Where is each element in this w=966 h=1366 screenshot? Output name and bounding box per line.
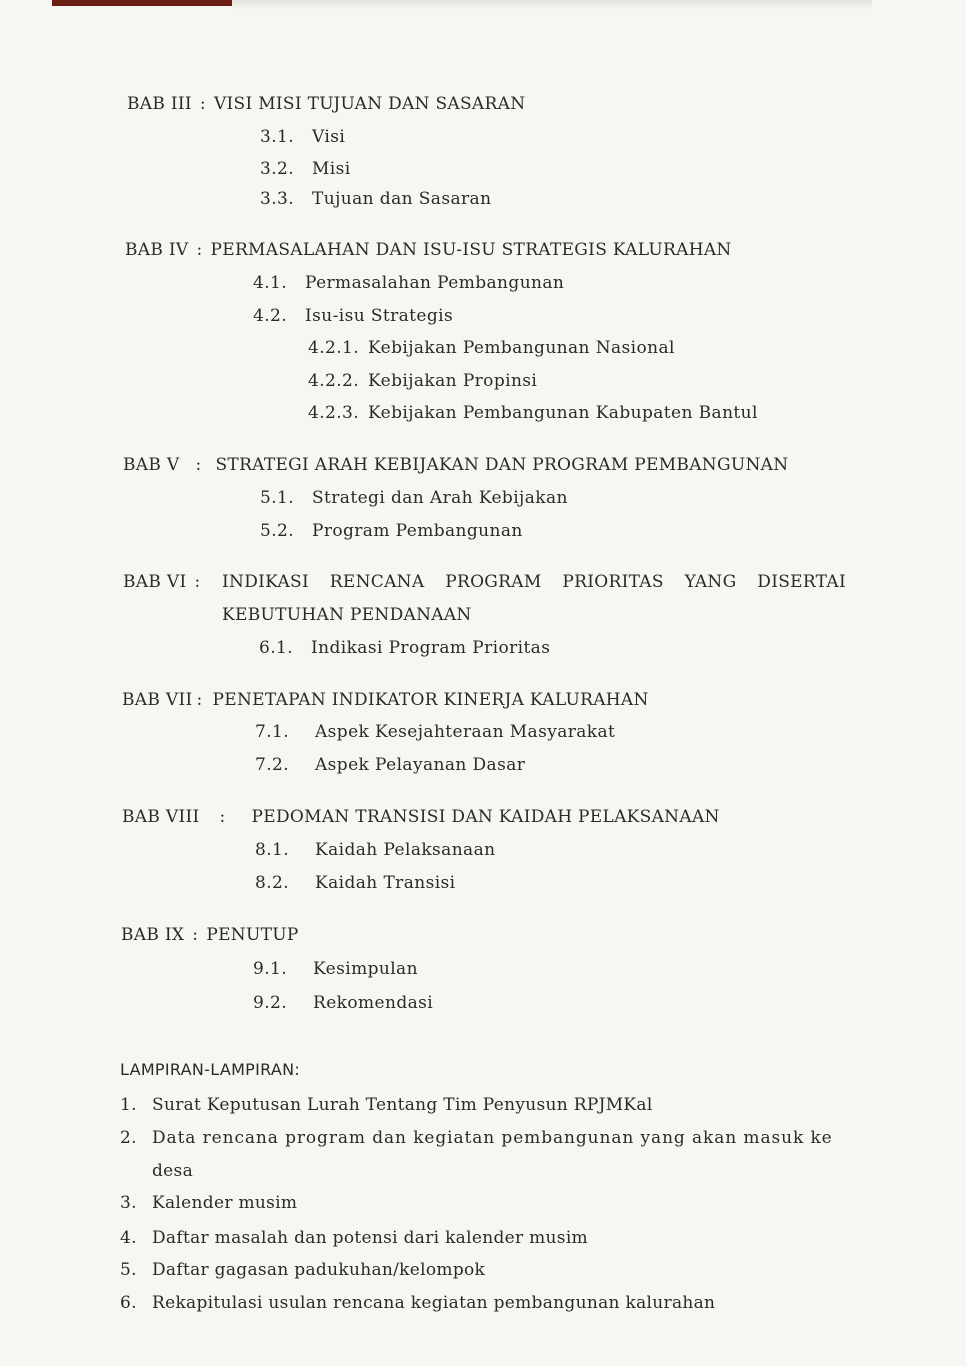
appendix-text: Surat Keputusan Lurah Tentang Tim Penyusun RPJMKal	[152, 1095, 653, 1115]
chapter-heading	[123, 455, 788, 475]
appendix-text: Rekapitulasi usulan rencana kegiatan pembangunan kalurahan	[152, 1293, 716, 1313]
subsubsection	[308, 371, 537, 391]
subsection	[255, 873, 456, 893]
colon: :	[194, 572, 201, 592]
appendix-number: 1.	[120, 1095, 137, 1115]
subsection	[260, 488, 568, 508]
subsubsection	[308, 338, 675, 358]
subsection	[260, 127, 345, 147]
chapter-heading	[121, 925, 299, 945]
chapter-title: PENETAPAN INDIKATOR KINERJA KALURAHAN	[212, 690, 649, 710]
colon: :	[196, 240, 203, 260]
appendix-text-continued: desa	[152, 1161, 194, 1181]
appendix-text: Daftar gagasan padukuhan/kelompok	[152, 1260, 486, 1280]
appendix-item	[120, 1260, 485, 1280]
appendix-item	[120, 1293, 715, 1313]
subsection-number: 4.2.2.	[308, 371, 360, 391]
subsection-number: 7.1.	[255, 722, 290, 742]
subsection	[260, 159, 351, 179]
subsection	[253, 306, 453, 326]
colon: :	[199, 94, 206, 114]
subsection-title: Kebijakan Pembangunan Kabupaten Bantul	[368, 403, 758, 423]
appendix-number: 6.	[120, 1293, 137, 1313]
appendix-number: 3.	[120, 1193, 137, 1213]
subsection-title: Kebijakan Propinsi	[368, 371, 538, 391]
appendix-text: Kalender musim	[152, 1193, 298, 1213]
subsection-number: 9.2.	[253, 993, 288, 1013]
subsection-number: 3.3.	[260, 189, 295, 209]
chapter-title: STRATEGI ARAH KEBIJAKAN DAN PROGRAM PEMBANGUNAN	[215, 455, 789, 475]
colon: :	[219, 807, 226, 827]
subsection	[255, 840, 495, 860]
subsection	[259, 638, 550, 658]
subsection-title: Program Pembangunan	[312, 521, 523, 541]
colon: :	[196, 690, 203, 710]
subsection-number: 8.1.	[255, 840, 290, 860]
colon: :	[192, 925, 199, 945]
chapter-tag: BAB IV	[125, 240, 189, 260]
chapter-title: PENUTUP	[206, 925, 299, 945]
subsection	[253, 993, 433, 1013]
chapter-heading	[125, 240, 732, 260]
appendix-text: Daftar masalah dan potensi dari kalender musim	[152, 1228, 588, 1248]
subsection-title: Indikasi Program Prioritas	[311, 638, 551, 658]
subsection-number: 6.1.	[259, 638, 294, 658]
subsection-title: Isu-isu Strategis	[305, 306, 454, 326]
subsection-number: 4.1.	[253, 273, 288, 293]
subsection-number: 7.2.	[255, 755, 290, 775]
subsection-number: 4.2.	[253, 306, 288, 326]
subsection-number: 5.1.	[260, 488, 295, 508]
chapter-tag: BAB IX	[121, 925, 185, 945]
chapter-tag: BAB VIII	[122, 807, 200, 827]
appendix-number: 5.	[120, 1260, 137, 1280]
appendix-heading: LAMPIRAN-LAMPIRAN:	[120, 1060, 301, 1079]
subsection	[260, 189, 491, 209]
chapter-title-continued: KEBUTUHAN PENDANAAN	[222, 605, 472, 625]
subsection-title: Visi	[312, 127, 346, 147]
subsection	[260, 521, 523, 541]
subsubsection	[308, 403, 758, 423]
subsection-title: Kaidah Pelaksanaan	[315, 840, 496, 860]
subsection-number: 4.2.1.	[308, 338, 360, 358]
chapter-heading	[122, 690, 649, 710]
appendix-item	[120, 1228, 588, 1248]
subsection	[255, 722, 615, 742]
subsection-title: Permasalahan Pembangunan	[305, 273, 565, 293]
subsection-number: 3.1.	[260, 127, 295, 147]
chapter-tag: BAB VII	[122, 690, 193, 710]
chapter-tag: BAB VI	[123, 572, 187, 592]
colon: :	[195, 455, 202, 475]
appendix-item	[120, 1095, 653, 1115]
subsection-number: 5.2.	[260, 521, 295, 541]
chapter-tag: BAB V	[123, 455, 180, 475]
chapter-heading	[123, 572, 209, 592]
subsection-title: Kesimpulan	[313, 959, 418, 979]
appendix-number: 2.	[120, 1128, 137, 1148]
chapter-title: PEDOMAN TRANSISI DAN KAIDAH PELAKSANAAN	[251, 807, 720, 827]
subsection-title: Strategi dan Arah Kebijakan	[312, 488, 568, 508]
subsection-number: 3.2.	[260, 159, 295, 179]
appendix-item	[120, 1128, 852, 1148]
subsection-number: 8.2.	[255, 873, 290, 893]
subsection-title: Aspek Pelayanan Dasar	[315, 755, 526, 775]
subsection-title: Kebijakan Pembangunan Nasional	[368, 338, 675, 358]
subsection-title: Aspek Kesejahteraan Masyarakat	[315, 722, 616, 742]
subsection-number: 9.1.	[253, 959, 288, 979]
subsection-title: Misi	[312, 159, 351, 179]
subsection	[253, 959, 418, 979]
chapter-title: PERMASALAHAN DAN ISU-ISU STRATEGIS KALURAHAN	[210, 240, 732, 260]
subsection	[255, 755, 525, 775]
subsection-title: Rekomendasi	[313, 993, 434, 1013]
appendix-text: Data rencana program dan kegiatan pembangunan yang akan masuk ke	[152, 1128, 833, 1148]
subsection	[253, 273, 564, 293]
chapter-heading	[127, 94, 525, 114]
subsection-number: 4.2.3.	[308, 403, 360, 423]
subsection-title: Kaidah Transisi	[315, 873, 456, 893]
chapter-heading	[122, 807, 720, 827]
chapter-title: INDIKASI RENCANA PROGRAM PRIORITAS YANG DISERTAI	[222, 572, 846, 592]
appendix-number: 4.	[120, 1228, 137, 1248]
subsection-title: Tujuan dan Sasaran	[312, 189, 492, 209]
chapter-tag: BAB III	[127, 94, 192, 114]
chapter-title: VISI MISI TUJUAN DAN SASARAN	[213, 94, 526, 114]
appendix-item	[120, 1193, 297, 1213]
